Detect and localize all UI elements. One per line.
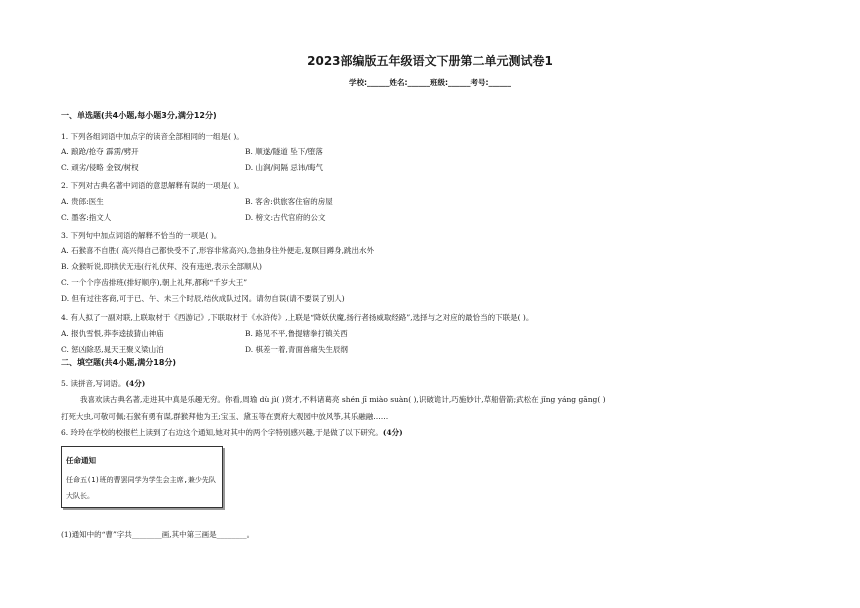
question-2-stem: 2. 下列对古典名著中词语的意思解释有误的一项是( )。 xyxy=(61,181,244,190)
question-2-option-c[interactable]: C. 墨客:指文人 xyxy=(61,213,112,222)
question-6-text: 6. 玲玲在学校的校报栏上读到了右边这个通知,她对其中的两个字特别感兴趣,于是做了以下研究。 xyxy=(61,428,383,437)
question-3-option-a[interactable]: A. 石猴喜不自胜( 高兴得自己都快受不了,形容非常高兴),急抽身往外便走,复瞑目蹲身,跳出水外 xyxy=(61,246,374,255)
question-1-option-c[interactable]: C. 顽劣/侵略 金钗/树杈 xyxy=(61,163,139,172)
question-6-score: (4分) xyxy=(382,428,403,437)
question-5-stem xyxy=(61,378,145,389)
section-heading-single-choice: 一、单选题(共4小题,每小题3分,满分12分) xyxy=(61,111,217,120)
page-title: 2023部编版五年级语文下册第二单元测试卷1 xyxy=(307,54,553,68)
question-3-option-c[interactable]: C. 一个个序齿排班(排好顺序),朝上礼拜,都称“千岁大王” xyxy=(61,278,248,287)
question-6-stem xyxy=(61,427,403,438)
notice-box xyxy=(61,446,223,508)
notice-title: 任命通知 xyxy=(66,456,96,465)
question-5-passage-line-2: 打死大虫,可敬可佩;石猴有勇有谋,群猴拜他为王;宝玉、黛玉等在贾府大观园中放风筝,其乐融融…… xyxy=(61,412,389,421)
student-info-line: 学校:______姓名:______班级:______考号:______ xyxy=(349,78,511,87)
question-1-stem: 1. 下列各组词语中加点字的读音全部相同的一组是( )。 xyxy=(61,132,244,141)
question-5-passage-line-1: 我喜欢读古典名著,走进其中真是乐趣无穷。你看,周瑜 dù jì( )贤才,不料诸葛亮 shén jī miào suàn( ),识破诡计,巧施妙计,草船借箭;武松在 jǐng yáng gāng( ) xyxy=(80,395,606,404)
notice-body: 任命五(1)班的曹罢同学为学生会主席,兼少先队大队长。 xyxy=(66,476,216,500)
question-4-option-a[interactable]: A. 报仇雪恨,莽李逵拔猜山神庙 xyxy=(61,329,164,338)
question-4-option-d[interactable]: D. 棋差一着,青面兽痛失生辰纲 xyxy=(245,345,348,354)
question-1-option-b[interactable]: B. 顺遂/隧道 坠下/堕落 xyxy=(245,147,323,156)
section-heading-fill-blank: 二、填空题(共4小题,满分18分) xyxy=(61,358,177,367)
question-1-option-d[interactable]: D. 山涧/间隔 忌讳/晦气 xyxy=(245,163,323,172)
question-3-option-d[interactable]: D. 但有过往客商,可于已、午、未三个时辰,结伙成队过冈。请勿自误(请不要误了别人) xyxy=(61,294,345,303)
question-4-option-c[interactable]: C. 惩凶除恶,晁天王聚义梁山泊 xyxy=(61,345,164,354)
question-5-score: (4分) xyxy=(125,379,146,388)
question-3-option-b[interactable]: B. 众猴听说,即拱伏无违(行礼伏拜、没有违逆,表示全部顺从) xyxy=(61,262,262,271)
question-4-option-b[interactable]: B. 路见不平,鲁提辖拳打镇关西 xyxy=(245,329,348,338)
question-2-option-b[interactable]: B. 客舍:供旅客住宿的房屋 xyxy=(245,197,333,206)
question-5-text: 5. 读拼音,写词语。 xyxy=(61,379,126,388)
question-6-sub-1: (1)通知中的“曹”字共________画,其中第三画是________。 xyxy=(61,530,255,539)
question-3-stem: 3. 下列句中加点词语的解释不恰当的一项是( )。 xyxy=(61,231,222,240)
question-4-stem: 4. 有人拟了一副对联,上联取材于《西游记》,下联取材于《水浒传》,上联是“降妖伏魔,扬行者扬威取经路”,选择与之对应的最恰当的下联是( )。 xyxy=(61,313,534,322)
question-1-option-a[interactable]: A. 踉跄/抢夺 霹雳/劈开 xyxy=(61,147,139,156)
question-2-option-a[interactable]: A. 贵郎:医生 xyxy=(61,197,104,206)
question-2-option-d[interactable]: D. 榜文:古代官府的公文 xyxy=(245,213,326,222)
